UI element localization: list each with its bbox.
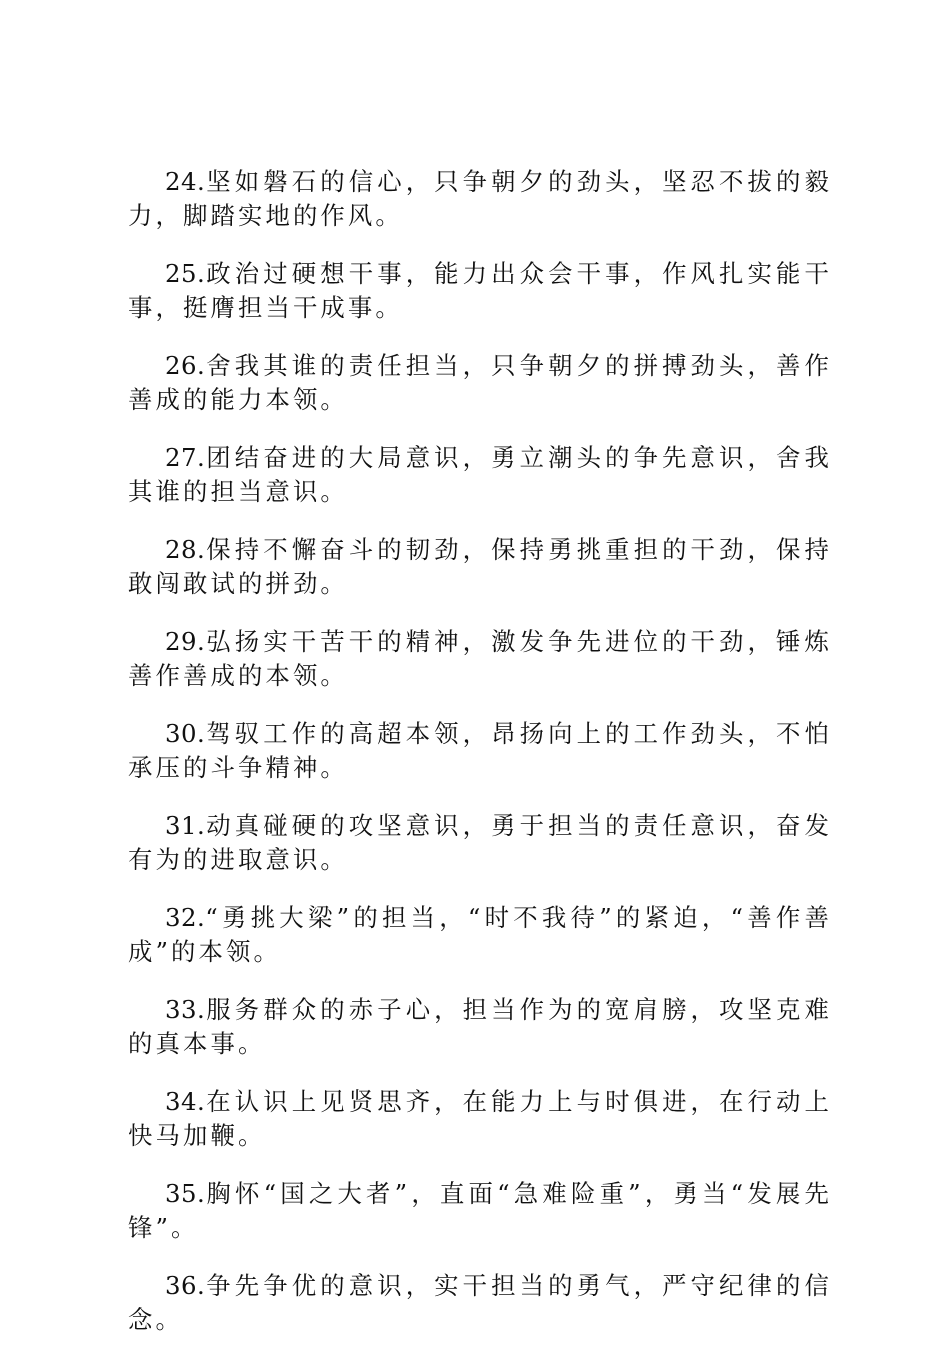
item-number: 27.	[165, 443, 206, 472]
list-item	[128, 625, 832, 693]
item-text: 弘扬实干苦干的精神，激发争先进位的干劲，锤炼善作善成的本领。	[128, 627, 832, 690]
item-text: 政治过硬想干事，能力出众会干事，作风扎实能干事，挺膺担当干成事。	[128, 259, 832, 322]
item-text: 保持不懈奋斗的韧劲，保持勇挑重担的干劲，保持敢闯敢试的拼劲。	[128, 535, 832, 598]
item-number: 32.	[165, 903, 206, 932]
item-text: 坚如磐石的信心，只争朝夕的劲头，坚忍不拔的毅力，脚踏实地的作风。	[128, 167, 832, 230]
item-text: 团结奋进的大局意识，勇立潮头的争先意识，舍我其谁的担当意识。	[128, 443, 832, 506]
document-body	[128, 165, 832, 1361]
item-text: 动真碰硬的攻坚意识，勇于担当的责任意识，奋发有为的进取意识。	[128, 811, 832, 874]
item-text: 舍我其谁的责任担当，只争朝夕的拼搏劲头，善作善成的能力本领。	[128, 351, 832, 414]
list-item	[128, 901, 832, 969]
item-text: 在认识上见贤思齐，在能力上与时俱进，在行动上快马加鞭。	[128, 1087, 832, 1150]
item-number: 24.	[165, 167, 206, 196]
item-number: 36.	[165, 1271, 206, 1300]
list-item	[128, 993, 832, 1061]
item-text: 胸怀“国之大者”，直面“急难险重”，勇当“发展先锋”。	[128, 1179, 832, 1242]
list-item	[128, 257, 832, 325]
item-text: 争先争优的意识，实干担当的勇气，严守纪律的信念。	[128, 1271, 832, 1334]
item-text: “勇挑大梁”的担当，“时不我待”的紧迫，“善作善成”的本领。	[128, 903, 832, 966]
list-item	[128, 165, 832, 233]
list-item	[128, 809, 832, 877]
item-text: 驾驭工作的高超本领，昂扬向上的工作劲头，不怕承压的斗争精神。	[128, 719, 832, 782]
item-number: 28.	[165, 535, 206, 564]
item-number: 33.	[165, 995, 206, 1024]
list-item	[128, 1269, 832, 1337]
list-item	[128, 1085, 832, 1153]
item-number: 31.	[165, 811, 206, 840]
item-number: 35.	[165, 1179, 206, 1208]
list-item	[128, 1177, 832, 1245]
list-item	[128, 349, 832, 417]
item-text: 服务群众的赤子心，担当作为的宽肩膀，攻坚克难的真本事。	[128, 995, 832, 1058]
list-item	[128, 717, 832, 785]
list-item	[128, 533, 832, 601]
item-number: 29.	[165, 627, 206, 656]
item-number: 34.	[165, 1087, 206, 1116]
list-item	[128, 441, 832, 509]
item-number: 26.	[165, 351, 206, 380]
item-number: 25.	[165, 259, 206, 288]
item-number: 30.	[165, 719, 206, 748]
